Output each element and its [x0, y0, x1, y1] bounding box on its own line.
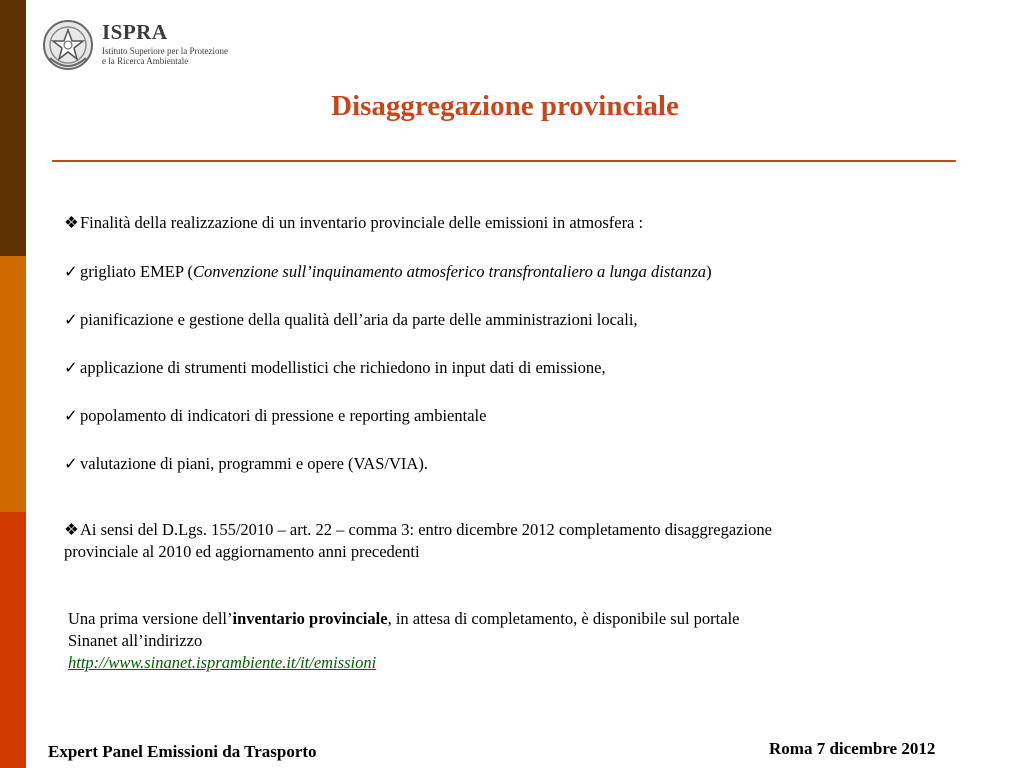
republic-emblem-icon	[42, 18, 94, 72]
logo-name: ISPRA	[102, 20, 168, 44]
diamond-bullet-icon: ❖	[64, 520, 79, 539]
emep-prefix: grigliato EMEP (	[80, 262, 194, 281]
check-icon: ✓	[64, 310, 78, 329]
side-bar-brown	[0, 0, 26, 256]
logo-subtitle	[102, 46, 228, 66]
logo-subtitle-line2: e la Ricerca Ambientale	[102, 56, 189, 66]
check-item-text: applicazione di strumenti modellistici che richiedono in input dati di emissione,	[80, 358, 606, 377]
note-line-1	[68, 608, 928, 630]
check-item-emep	[64, 261, 712, 283]
footer-date: Roma 7 dicembre 2012	[769, 739, 936, 758]
note-suffix: , in attesa di completamento, è disponibile sul portale	[387, 609, 740, 628]
check-item-text: popolamento di indicatori di pressione e reporting ambientale	[80, 406, 487, 425]
check-icon: ✓	[64, 454, 78, 473]
sinanet-link[interactable]: http://www.sinanet.isprambiente.it/it/emissioni	[68, 653, 377, 672]
slide-title: Disaggregazione provinciale	[331, 90, 679, 122]
check-icon: ✓	[64, 406, 78, 425]
check-item-text: valutazione di piani, programmi e opere (VAS/VIA).	[80, 454, 428, 473]
intro-bullet	[64, 212, 643, 234]
emep-suffix: )	[706, 262, 712, 281]
note-line-2: Sinanet all’indirizzo	[68, 631, 203, 650]
check-item-2	[64, 309, 638, 331]
check-item-text: pianificazione e gestione della qualità dell’aria da parte delle amministrazioni locali,	[80, 310, 638, 329]
intro-text: Finalità della realizzazione di un inventario provinciale delle emissioni in atmosfera :	[80, 213, 644, 232]
footer-event: Expert Panel Emissioni da Trasporto	[48, 742, 317, 761]
diamond-bullet-icon: ❖	[64, 213, 79, 232]
check-item-3	[64, 357, 606, 379]
legal-line-2: provinciale al 2010 ed aggiornamento anni precedenti	[64, 542, 420, 561]
check-item-5	[64, 453, 428, 475]
availability-note	[68, 608, 928, 674]
check-icon: ✓	[64, 358, 78, 377]
note-prefix: Una prima versione dell’	[68, 609, 233, 628]
ispra-logo	[42, 18, 242, 78]
legal-line-1	[64, 519, 944, 541]
check-item-4	[64, 405, 486, 427]
logo-subtitle-line1: Istituto Superiore per la Protezione	[102, 46, 228, 56]
emep-convention: Convenzione sull’inquinamento atmosferico transfrontaliero a lunga distanza	[193, 262, 707, 281]
title-divider	[52, 160, 956, 162]
legal-paragraph	[64, 519, 944, 563]
check-icon: ✓	[64, 262, 78, 281]
side-bar-red	[0, 512, 26, 768]
legal-text-1: Ai sensi del D.Lgs. 155/2010 – art. 22 – comma 3: entro dicembre 2012 completamento disaggregazione	[80, 520, 772, 539]
side-bar-orange	[0, 256, 26, 512]
note-bold: inventario provinciale	[232, 609, 388, 628]
